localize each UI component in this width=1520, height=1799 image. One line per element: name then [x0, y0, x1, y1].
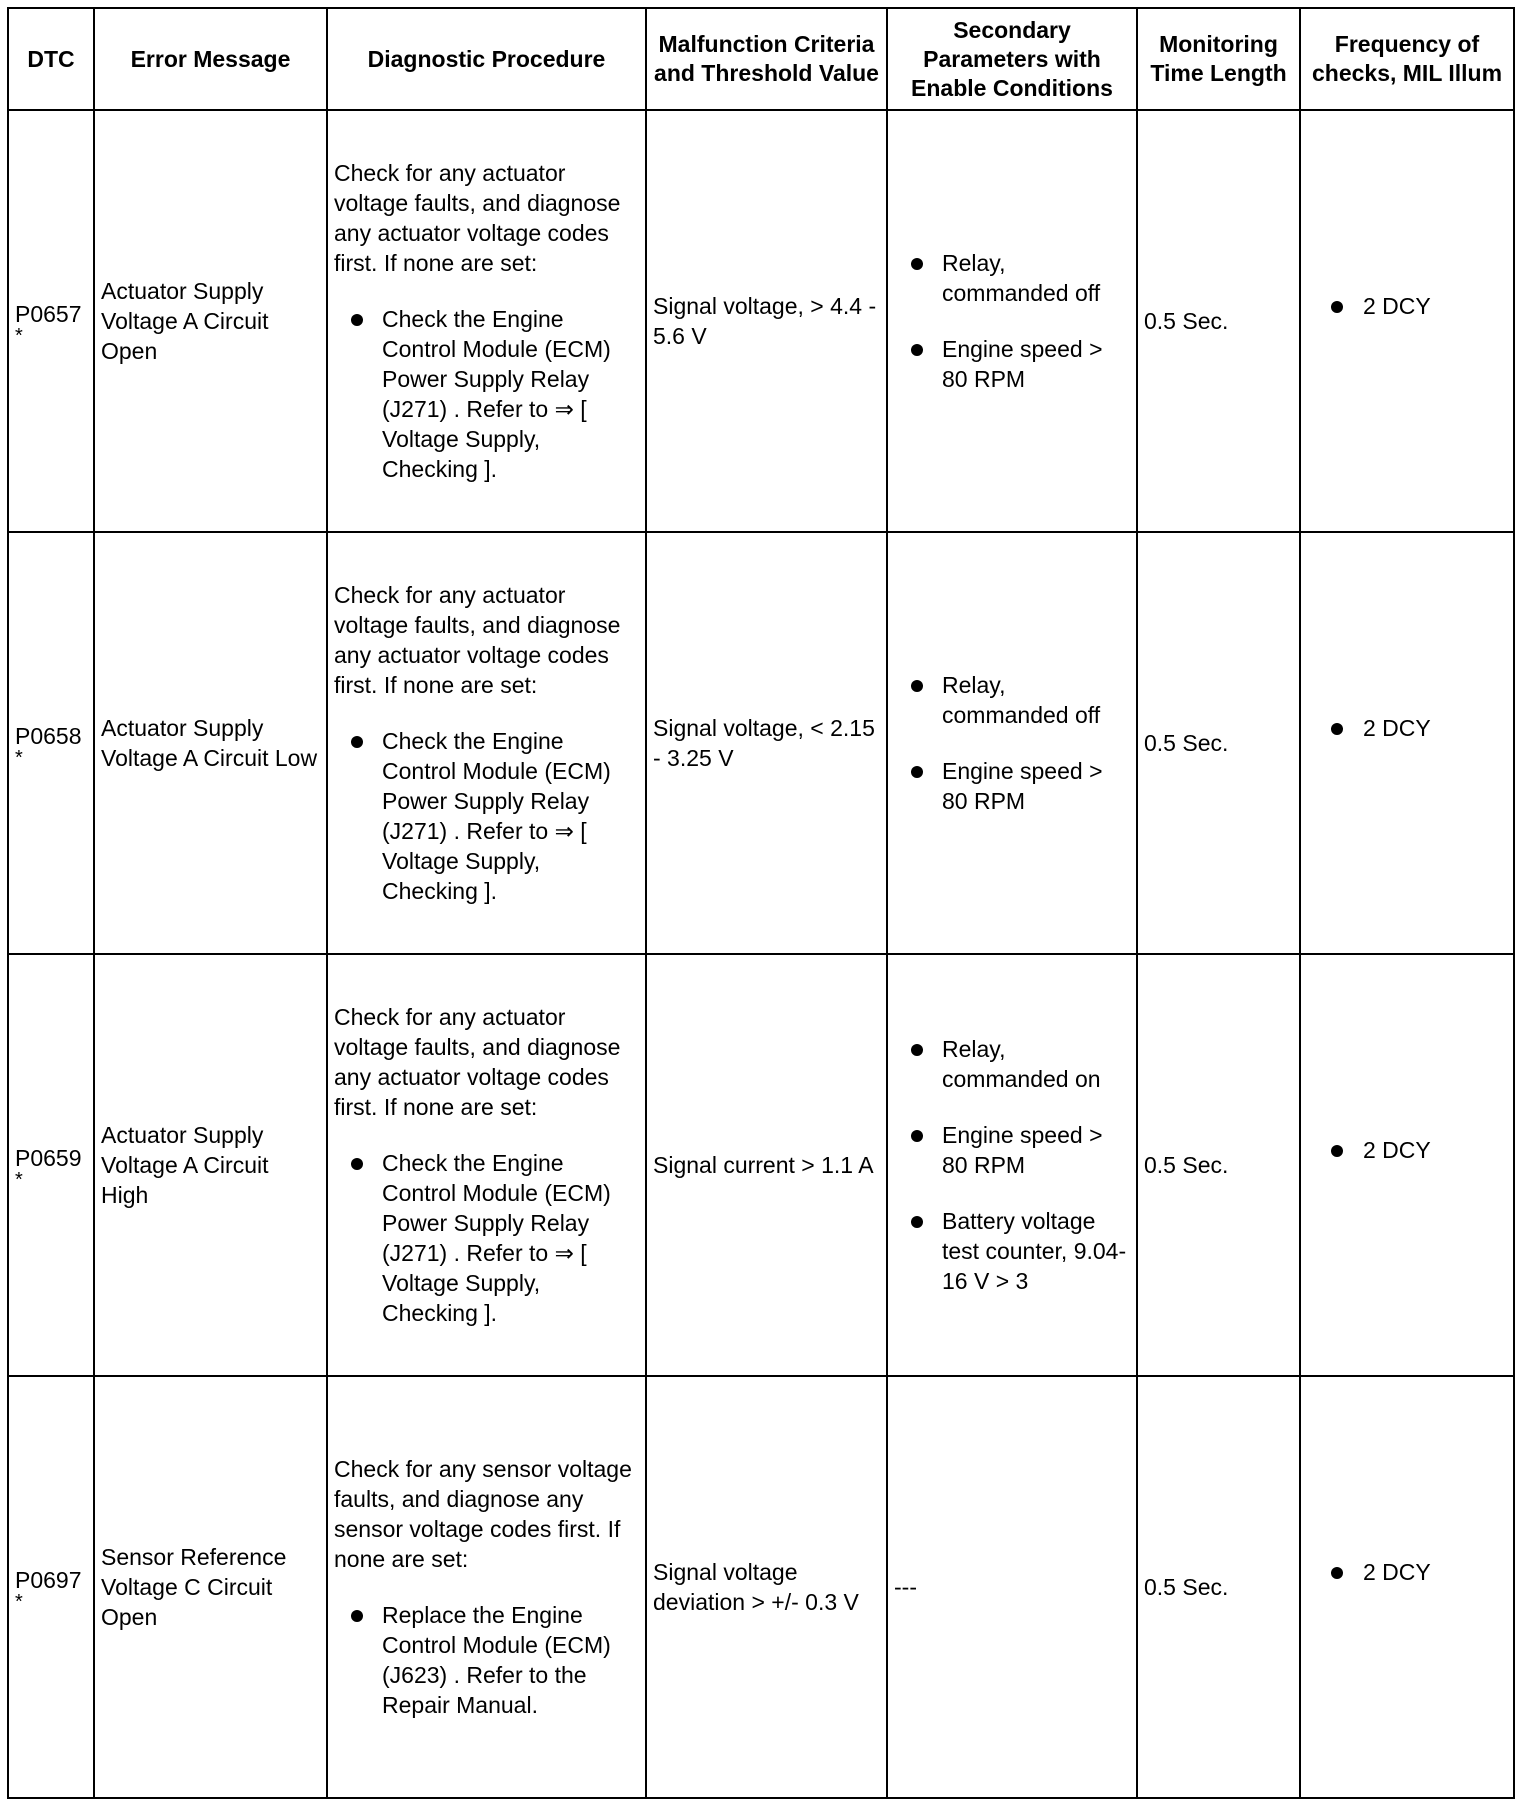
procedure-cell: [327, 1376, 646, 1798]
conditions-cell: [887, 532, 1137, 954]
error-message-cell: Sensor Reference Voltage C Circuit Open: [94, 1376, 327, 1798]
condition-item: Battery voltage test counter, 9.04-16 V > 3: [894, 1206, 1130, 1296]
monitoring-time-cell: 0.5 Sec.: [1137, 532, 1300, 954]
procedure-intro: Check for any sensor voltage faults, and diagnose any sensor voltage codes first. If none are set:: [334, 1456, 632, 1572]
dtc-cell: [8, 110, 94, 532]
frequency-list: [1307, 713, 1507, 743]
dtc-footnote-mark: *: [15, 1591, 23, 1613]
procedure-steps: [334, 1600, 639, 1720]
header-dtc: DTC: [8, 8, 94, 110]
dtc-code: P0657: [15, 301, 82, 327]
header-malfunction-criteria: Malfunction Criteria and Threshold Value: [646, 8, 887, 110]
dtc-cell: [8, 1376, 94, 1798]
header-error-message: Error Message: [94, 8, 327, 110]
procedure-step: Check the Engine Control Module (ECM) Power Supply Relay (J271) . Refer to ⇒ [ Voltage Supply, Checking ].: [334, 304, 639, 484]
dtc-footnote-mark: *: [15, 747, 23, 769]
dtc-code: P0659: [15, 1145, 82, 1171]
criteria-cell: Signal current > 1.1 A: [646, 954, 887, 1376]
condition-item: Engine speed > 80 RPM: [894, 1120, 1130, 1180]
table-row: [8, 110, 1514, 532]
conditions-list: [894, 1034, 1130, 1296]
procedure-intro: Check for any actuator voltage faults, and diagnose any actuator voltage codes first. If none are set:: [334, 582, 621, 698]
monitoring-time-cell: 0.5 Sec.: [1137, 110, 1300, 532]
header-secondary-parameters: Secondary Parameters with Enable Conditions: [887, 8, 1137, 110]
procedure-steps: [334, 1148, 639, 1328]
conditions-list: [894, 670, 1130, 816]
condition-item: Relay, commanded on: [894, 1034, 1130, 1094]
condition-item: Relay, commanded off: [894, 670, 1130, 730]
procedure-step: Replace the Engine Control Module (ECM) (J623) . Refer to the Repair Manual.: [334, 1600, 639, 1720]
procedure-cell: [327, 954, 646, 1376]
condition-item: Engine speed > 80 RPM: [894, 756, 1130, 816]
frequency-cell: [1300, 532, 1514, 954]
header-diagnostic-procedure: Diagnostic Procedure: [327, 8, 646, 110]
procedure-steps: [334, 726, 639, 906]
frequency-item: 2 DCY: [1307, 291, 1507, 321]
frequency-cell: [1300, 1376, 1514, 1798]
dtc-code: P0658: [15, 723, 82, 749]
procedure-step: Check the Engine Control Module (ECM) Power Supply Relay (J271) . Refer to ⇒ [ Voltage Supply, Checking ].: [334, 726, 639, 906]
dtc-footnote-mark: *: [15, 325, 23, 347]
error-message-cell: Actuator Supply Voltage A Circuit High: [94, 954, 327, 1376]
table-row: [8, 532, 1514, 954]
procedure-cell: [327, 110, 646, 532]
monitoring-time-cell: 0.5 Sec.: [1137, 1376, 1300, 1798]
conditions-cell: [887, 954, 1137, 1376]
conditions-list: [894, 248, 1130, 394]
frequency-item: 2 DCY: [1307, 1135, 1507, 1165]
frequency-list: [1307, 291, 1507, 321]
dtc-table: [7, 7, 1515, 1799]
dtc-cell: [8, 532, 94, 954]
error-message-cell: Actuator Supply Voltage A Circuit Open: [94, 110, 327, 532]
criteria-cell: Signal voltage deviation > +/- 0.3 V: [646, 1376, 887, 1798]
error-message-cell: Actuator Supply Voltage A Circuit Low: [94, 532, 327, 954]
procedure-cell: [327, 532, 646, 954]
frequency-cell: [1300, 954, 1514, 1376]
procedure-step: Check the Engine Control Module (ECM) Power Supply Relay (J271) . Refer to ⇒ [ Voltage Supply, Checking ].: [334, 1148, 639, 1328]
conditions-cell: [887, 110, 1137, 532]
condition-item: Engine speed > 80 RPM: [894, 334, 1130, 394]
header-row: [8, 8, 1514, 110]
dtc-code: P0697: [15, 1567, 82, 1593]
frequency-cell: [1300, 110, 1514, 532]
criteria-cell: Signal voltage, > 4.4 - 5.6 V: [646, 110, 887, 532]
condition-item: Relay, commanded off: [894, 248, 1130, 308]
header-monitoring-time: Monitoring Time Length: [1137, 8, 1300, 110]
frequency-item: 2 DCY: [1307, 1557, 1507, 1587]
header-frequency: Frequency of checks, MIL Illum: [1300, 8, 1514, 110]
dtc-footnote-mark: *: [15, 1169, 23, 1191]
criteria-cell: Signal voltage, < 2.15 - 3.25 V: [646, 532, 887, 954]
table-row: [8, 954, 1514, 1376]
frequency-item: 2 DCY: [1307, 713, 1507, 743]
frequency-list: [1307, 1557, 1507, 1587]
procedure-steps: [334, 304, 639, 484]
procedure-intro: Check for any actuator voltage faults, and diagnose any actuator voltage codes first. If none are set:: [334, 160, 621, 276]
dtc-cell: [8, 954, 94, 1376]
monitoring-time-cell: 0.5 Sec.: [1137, 954, 1300, 1376]
table-row: [8, 1376, 1514, 1798]
procedure-intro: Check for any actuator voltage faults, and diagnose any actuator voltage codes first. If none are set:: [334, 1004, 621, 1120]
frequency-list: [1307, 1135, 1507, 1165]
conditions-cell: ---: [887, 1376, 1137, 1798]
